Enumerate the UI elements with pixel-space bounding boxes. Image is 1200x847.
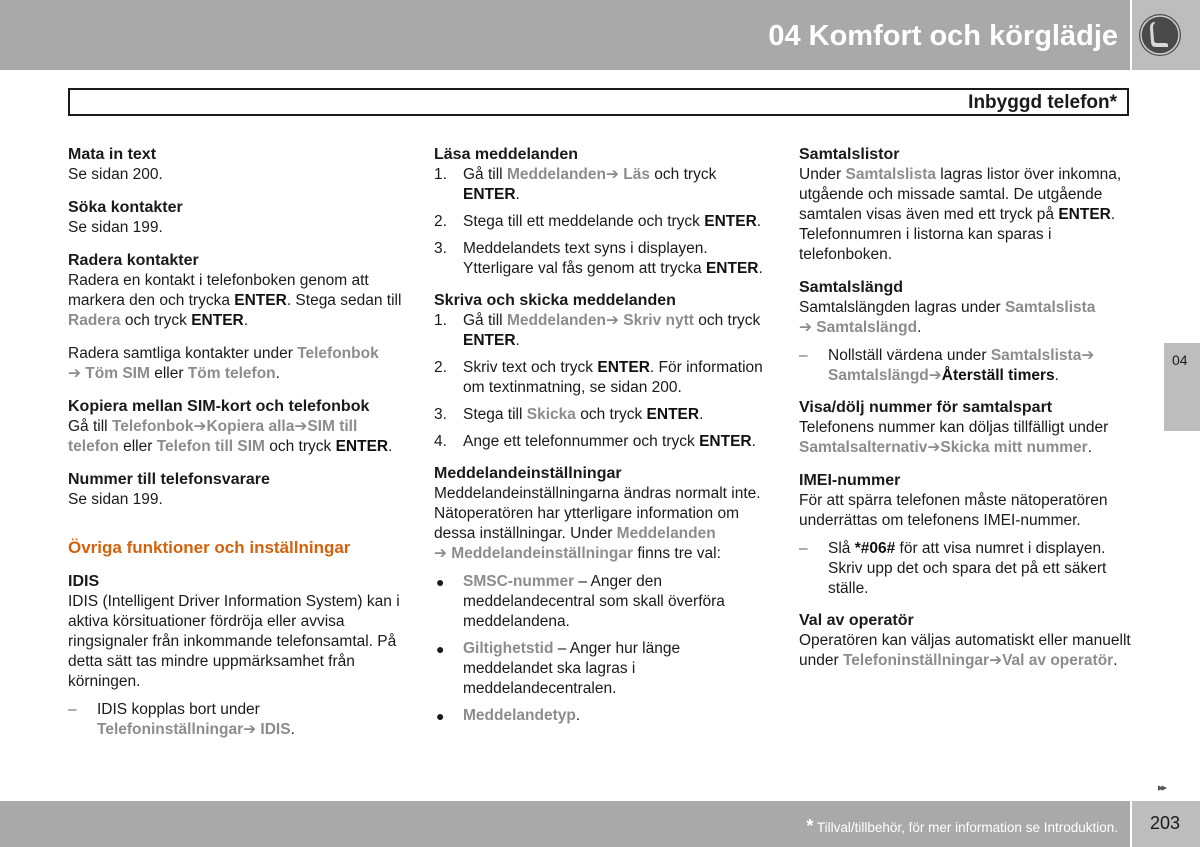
text-idis: IDIS (Intelligent Driver Information System) kan i aktiva körsituationer fördröja eller avvisa ringsignaler från inkommande telefonsamtal. På detta sätt tas mindre uppmärksamhet från körningen.: [68, 593, 400, 690]
section-title: Inbyggd telefon*: [968, 92, 1117, 113]
menu-path-tom-telefon: Töm telefon: [187, 365, 276, 382]
heading-mata-in-text: Mata in text: [68, 146, 157, 163]
arrow-right-icon: ➔: [193, 418, 207, 435]
heading-visa-dolj: Visa/dölj nummer för samtalspart: [799, 399, 1053, 416]
skriva-steps: [434, 311, 768, 452]
arrow-right-icon: ➔: [605, 166, 624, 183]
list-item: 1. Gå till Meddelanden➔ Läs och tryck ENTER.: [434, 166, 717, 203]
heading-soka-kontakter: Söka kontakter: [68, 199, 183, 216]
menu-path-radera: Radera: [68, 312, 121, 329]
arrow-right-icon: ➔: [927, 439, 941, 456]
list-item: 1. Gå till Meddelanden➔ Skriv nytt och tryck ENTER.: [434, 312, 761, 349]
arrow-right-icon: ➔: [799, 319, 817, 336]
list-item: – IDIS kopplas bort under Telefoninställningar➔ IDIS.: [68, 701, 295, 738]
chapter-side-tab-label: 04: [1172, 352, 1188, 368]
list-item: 2. Stega till ett meddelande och tryck ENTER.: [434, 213, 762, 230]
list-item: ● SMSC-nummer – Anger den meddelandecentral som skall överföra meddelandena.: [436, 573, 725, 630]
arrow-right-icon: ➔: [928, 367, 942, 384]
arrow-right-icon: ➔: [434, 545, 452, 562]
idis-dash-list: [68, 700, 402, 740]
lasa-steps: [434, 165, 768, 279]
column-left: [68, 145, 402, 752]
heading-val-av-operator: Val av operatör: [799, 612, 914, 629]
list-item: 2. Skriv text och tryck ENTER. För information om textinmatning, se sidan 200.: [434, 359, 763, 396]
text-soka-kontakter: Se sidan 199.: [68, 219, 163, 236]
list-item: 4. Ange ett telefonnummer och tryck ENTER.: [434, 433, 756, 450]
arrow-right-icon: ➔: [989, 652, 1003, 669]
heading-meddelandeinstallningar: Meddelandeinställningar: [434, 465, 622, 482]
text-kopiera: Gå till Telefonbok➔Kopiera alla➔SIM till telefon eller Telefon till SIM och tryck ENTER.: [68, 418, 393, 455]
heading-nummer-telefonsvarare: Nummer till telefonsvarare: [68, 471, 270, 488]
text-meddelandeinstallningar: Meddelandeinställningarna ändras normalt inte. Nätoperatören har ytterligare information om dessa inställningar. Under Meddelanden ➔ Meddelandeinställningar finns tre val:: [434, 485, 761, 562]
text-val-av-operator: Operatören kan väljas automatiskt eller manuellt under Telefoninställningar➔Val av operatör.: [799, 632, 1131, 669]
arrow-right-icon: ➔: [1081, 347, 1095, 364]
text-imei: För att spärra telefonen måste nätoperatören underrättas om telefonens IMEI-nummer.: [799, 492, 1108, 529]
menu-path-telefonbok: Telefonbok: [297, 345, 379, 362]
list-item: – Nollställ värdena under Samtalslista➔ Samtalslängd➔Återställ timers.: [799, 347, 1095, 384]
arrow-right-icon: ➔: [243, 721, 261, 738]
list-item: ● Meddelandetyp.: [436, 707, 581, 724]
text-visa-dolj: Telefonens nummer kan döljas tillfälligt under Samtalsalternativ➔Skicka mitt nummer.: [799, 419, 1109, 456]
list-item: – Slå *#06# för att visa numret i displayen. Skriv upp det och spara det på ett säkert ställe.: [799, 540, 1107, 597]
text-mata-in-text: Se sidan 200.: [68, 166, 163, 183]
arrow-right-icon: ➔: [605, 312, 624, 329]
list-item: 3. Meddelandets text syns i displayen. Ytterligare val fås genom att trycka ENTER.: [434, 240, 763, 277]
imei-dash-list: [799, 539, 1134, 599]
heading-skriva-skicka: Skriva och skicka meddelanden: [434, 292, 676, 309]
heading-ovriga-funktioner: Övriga funktioner och inställningar: [68, 538, 351, 557]
section-header-box: [68, 88, 1129, 116]
list-item: ● Giltighetstid – Anger hur länge meddelandet ska lagras i meddelandecentralen.: [436, 640, 681, 697]
installn-bullets: [434, 572, 768, 726]
text-samtalslangd: Samtalslängden lagras under Samtalslista ➔ Samtalslängd.: [799, 299, 1096, 336]
text-radera-kontakt: Radera en kontakt i telefonboken genom att markera den och trycka ENTER. Stega sedan till Radera och tryck ENTER.: [68, 272, 402, 329]
chapter-title: 04 Komfort och körglädje: [768, 20, 1118, 52]
arrow-right-icon: ➔: [68, 365, 86, 382]
footnote: * Tillval/tillbehör, för mer information se Introduktion.: [806, 816, 1118, 836]
list-item: 3. Stega till Skicka och tryck ENTER.: [434, 406, 704, 423]
continue-arrows-icon: ▸▸: [1158, 782, 1166, 794]
seat-icon: [1139, 14, 1181, 56]
text-samtalslistor: Under Samtalslista lagras listor över inkomna, utgående och missade samtal. De utgående samtalen visas även med ett tryck på ENTER. Telefonnumren i listorna kan sparas i telefonboken.: [799, 166, 1122, 263]
heading-radera-kontakter: Radera kontakter: [68, 252, 199, 269]
heading-samtalslistor: Samtalslistor: [799, 146, 900, 163]
text-radera-samtliga: Radera samtliga kontakter under Telefonbok ➔ Töm SIM eller Töm telefon.: [68, 345, 379, 382]
heading-imei: IMEI-nummer: [799, 472, 901, 489]
heading-samtalslangd: Samtalslängd: [799, 279, 904, 296]
langd-dash-list: [799, 346, 1134, 386]
column-right: [799, 145, 1134, 671]
heading-idis: IDIS: [68, 573, 100, 590]
menu-path-tom-sim: Töm SIM: [85, 365, 150, 382]
heading-kopiera: Kopiera mellan SIM-kort och telefonbok: [68, 398, 370, 415]
page-number: 203: [1150, 813, 1181, 833]
heading-lasa-meddelanden: Läsa meddelanden: [434, 146, 579, 163]
text-nummer-telefonsvarare: Se sidan 199.: [68, 491, 163, 508]
arrow-right-icon: ➔: [294, 418, 308, 435]
column-middle: [434, 145, 768, 733]
